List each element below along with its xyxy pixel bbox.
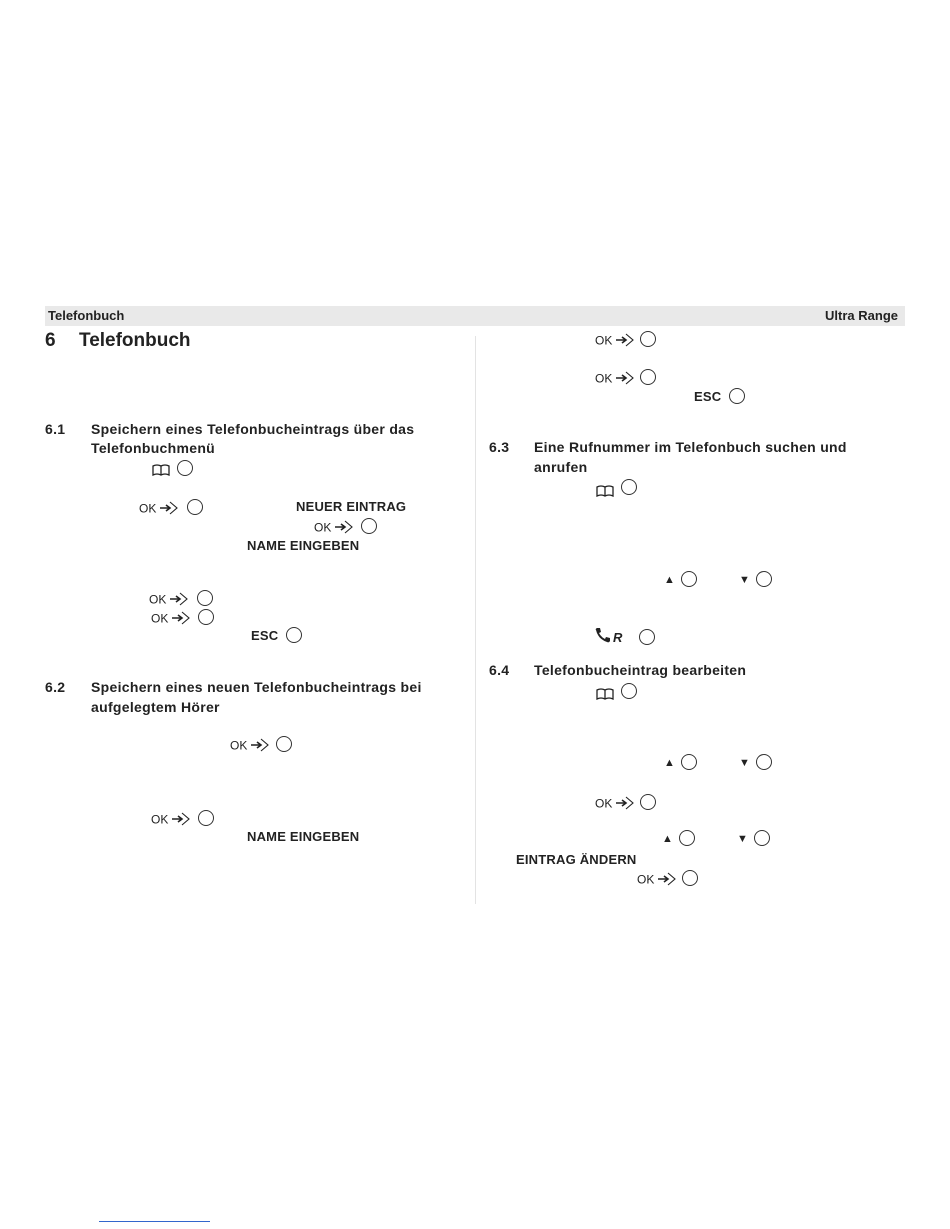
- column-divider: [475, 336, 476, 904]
- label-eintrag-aendern: EINTRAG ÄNDERN: [516, 852, 637, 867]
- key-circle-icon: [679, 830, 695, 846]
- section-title-6-3-line2: anrufen: [534, 459, 588, 475]
- section-title-6-3: Eine Rufnummer im Telefonbuch suchen und: [534, 439, 847, 455]
- key-circle-icon: [681, 754, 697, 770]
- key-circle-icon: [640, 369, 656, 385]
- key-circle-icon: [286, 627, 302, 643]
- section-title-6-1-line2: Telefonbuchmenü: [91, 440, 216, 456]
- footer-link-line: [99, 1221, 210, 1222]
- up-arrow-icon: ▲: [662, 833, 673, 845]
- ok-text: OK: [230, 738, 248, 753]
- phonebook-icon: [595, 484, 615, 498]
- key-circle-icon: [640, 794, 656, 810]
- section-number-6-2: 6.2: [45, 679, 66, 695]
- chapter-number: 6: [45, 330, 56, 351]
- header-right: Ultra Range: [825, 308, 898, 323]
- ok-enter-icon: [595, 370, 635, 386]
- ok-enter-icon: [139, 500, 179, 516]
- key-circle-icon: [640, 331, 656, 347]
- ok-enter-icon: [595, 332, 635, 348]
- ok-enter-icon: [149, 591, 189, 607]
- key-circle-icon: [198, 810, 214, 826]
- ok-text: OK: [139, 501, 157, 516]
- section-number-6-3: 6.3: [489, 439, 510, 455]
- key-circle-icon: [754, 830, 770, 846]
- ok-enter-icon: [230, 737, 270, 753]
- key-circle-icon: [197, 590, 213, 606]
- key-circle-icon: [621, 479, 637, 495]
- down-arrow-icon: ▼: [737, 833, 748, 845]
- ok-text: OK: [314, 520, 332, 535]
- key-circle-icon: [187, 499, 203, 515]
- ok-text: OK: [151, 611, 169, 626]
- key-circle-icon: [639, 629, 655, 645]
- ok-text: OK: [595, 371, 613, 386]
- chapter-title: Telefonbuch: [79, 330, 191, 351]
- down-arrow-icon: ▼: [739, 574, 750, 586]
- r-key-text: R: [613, 630, 623, 645]
- phone-r-icon: [594, 627, 624, 645]
- up-arrow-icon: ▲: [664, 757, 675, 769]
- phonebook-icon: [595, 687, 615, 701]
- ok-enter-icon: [637, 871, 677, 887]
- label-neuer-eintrag: NEUER EINTRAG: [296, 499, 407, 514]
- section-title-6-4: Telefonbucheintrag bearbeiten: [534, 662, 747, 678]
- key-circle-icon: [361, 518, 377, 534]
- section-number-6-1: 6.1: [45, 421, 66, 437]
- down-arrow-icon: ▼: [739, 757, 750, 769]
- ok-text: OK: [149, 592, 167, 607]
- label-esc: ESC: [251, 628, 279, 643]
- phonebook-icon: [151, 463, 171, 477]
- ok-enter-icon: [595, 795, 635, 811]
- key-circle-icon: [682, 870, 698, 886]
- key-circle-icon: [198, 609, 214, 625]
- section-title-6-1: Speichern eines Telefonbucheintrags über das: [91, 421, 415, 437]
- ok-text: OK: [595, 333, 613, 348]
- label-esc: ESC: [694, 389, 722, 404]
- ok-enter-icon: [151, 610, 191, 626]
- ok-enter-icon: [151, 811, 191, 827]
- up-arrow-icon: ▲: [664, 574, 675, 586]
- key-circle-icon: [621, 683, 637, 699]
- key-circle-icon: [756, 571, 772, 587]
- ok-text: OK: [637, 872, 655, 887]
- section-title-6-2: Speichern eines neuen Telefonbucheintrags bei: [91, 679, 422, 695]
- section-number-6-4: 6.4: [489, 662, 510, 678]
- key-circle-icon: [729, 388, 745, 404]
- header-bar: [45, 306, 905, 326]
- ok-text: OK: [151, 812, 169, 827]
- ok-enter-icon: [314, 519, 354, 535]
- key-circle-icon: [177, 460, 193, 476]
- key-circle-icon: [756, 754, 772, 770]
- section-title-6-2-line2: aufgelegtem Hörer: [91, 699, 220, 715]
- label-name-eingeben: NAME EINGEBEN: [247, 829, 360, 844]
- key-circle-icon: [276, 736, 292, 752]
- ok-text: OK: [595, 796, 613, 811]
- label-name-eingeben: NAME EINGEBEN: [247, 538, 360, 553]
- key-circle-icon: [681, 571, 697, 587]
- header-left: Telefonbuch: [48, 308, 125, 323]
